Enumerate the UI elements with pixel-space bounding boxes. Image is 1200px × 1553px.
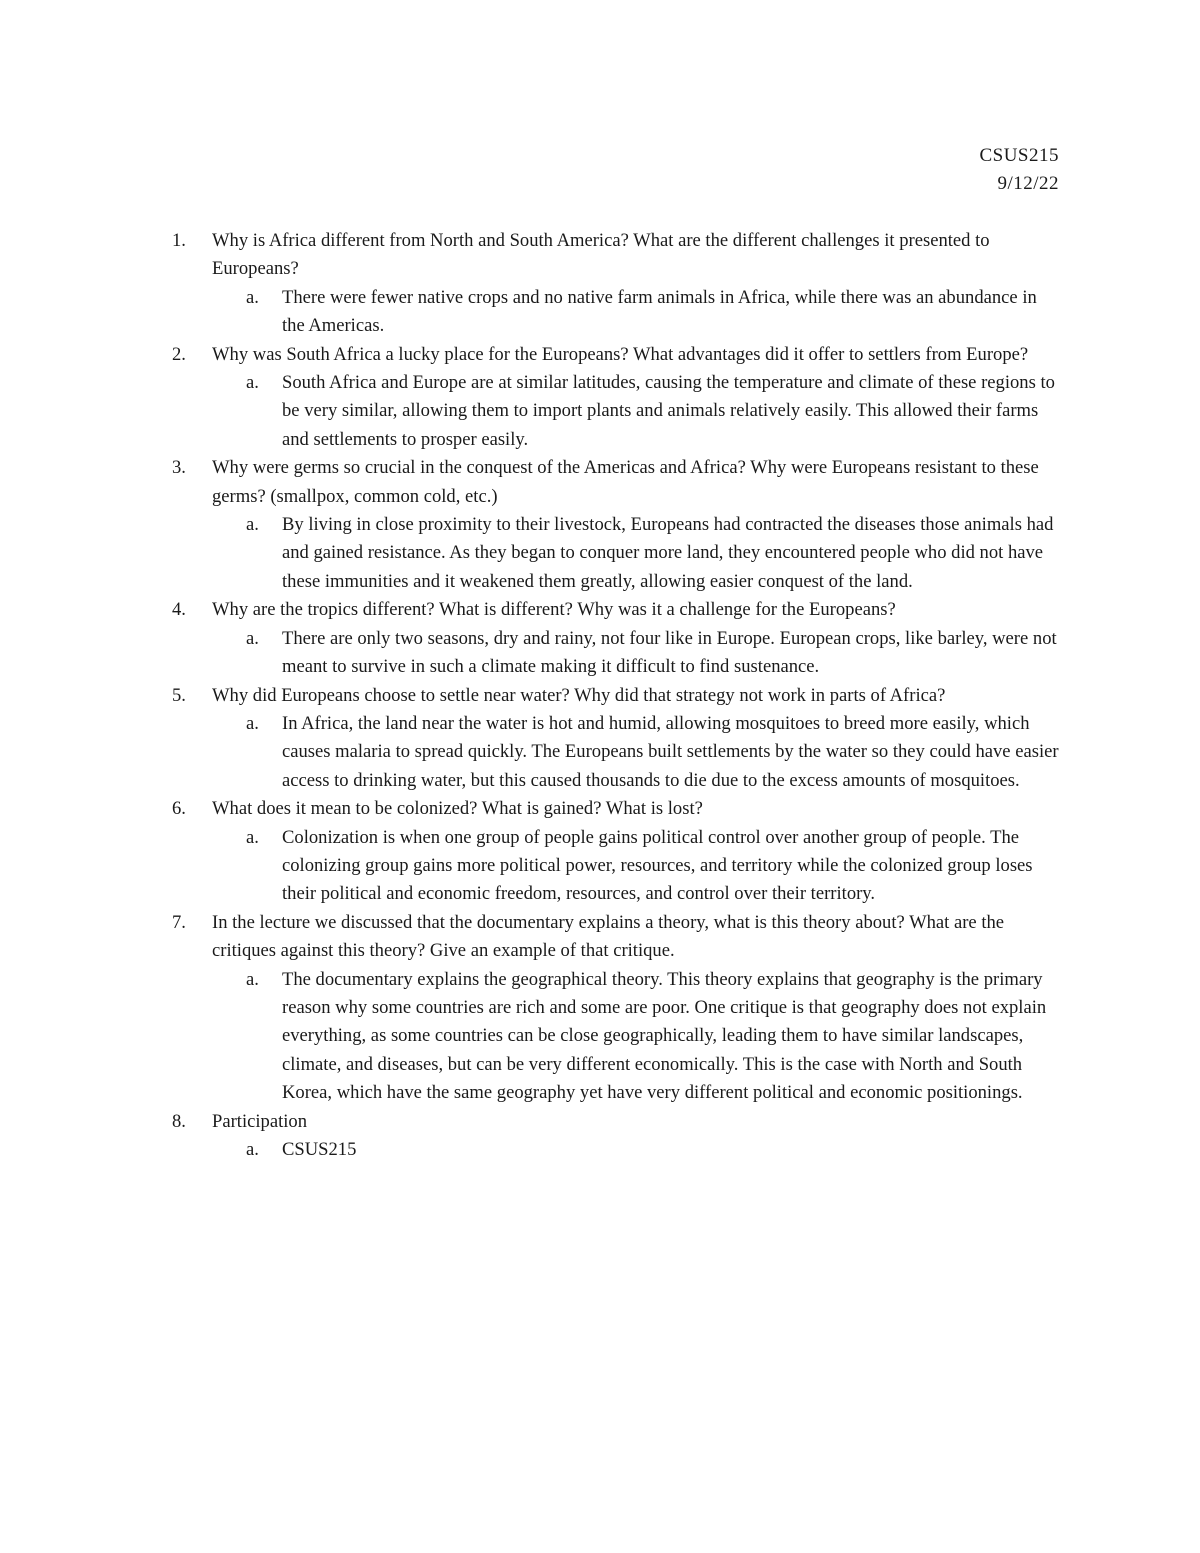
document-date: 9/12/22	[997, 173, 1059, 194]
answer-letter: a.	[246, 968, 259, 990]
answer-item	[212, 625, 1062, 682]
document-header	[979, 142, 1059, 198]
answer-item	[212, 824, 1062, 909]
answer-list	[212, 710, 1062, 795]
course-code: CSUS215	[979, 145, 1059, 166]
answer-text: The documentary explains the geographical theory. This theory explains that geography is the primary reason why some countries are rich and some are poor. One critique is that geography does not explain everything, as some countries can be close geographically, leading them to have similar landscapes, climate, and diseases, but can be very different economically. This is the case with North and South Korea, which have the same geography yet have very different political and economic positionings.	[282, 968, 1047, 1104]
answer-list	[212, 511, 1062, 596]
question-text: Why did Europeans choose to settle near water? Why did that strategy not work in parts of Africa?	[212, 684, 946, 706]
question-item	[172, 227, 1062, 341]
answer-text: South Africa and Europe are at similar latitudes, causing the temperature and climate of these regions to be very similar, allowing them to import plants and animals relatively easily. This allowed their farms and settlements to prosper easily.	[282, 372, 1055, 450]
answer-text: Colonization is when one group of people gains political control over another group of people. The colonizing group gains more political power, resources, and territory while the colonized group loses their political and economic freedom, resources, and control over their territory.	[282, 826, 1033, 905]
answer-list	[212, 369, 1062, 454]
answer-letter: a.	[246, 1139, 259, 1160]
answer-list	[212, 284, 1062, 341]
question-text: Participation	[212, 1110, 308, 1132]
answer-item	[212, 284, 1062, 341]
answer-item	[212, 710, 1062, 795]
question-number: 8.	[172, 1110, 186, 1132]
question-item	[172, 341, 1062, 455]
answer-list	[212, 824, 1062, 909]
question-item	[172, 596, 1062, 681]
answer-list	[212, 1136, 1062, 1164]
question-number: 3.	[172, 457, 186, 479]
question-number: 5.	[172, 684, 186, 706]
question-text: What does it mean to be colonized? What is gained? What is lost?	[212, 798, 703, 820]
question-number: 2.	[172, 343, 186, 365]
question-text: Why were germs so crucial in the conquest of the Americas and Africa? Why were Europeans resistant to these germs? (smallpox, common cold, etc.)	[212, 457, 1039, 507]
question-list	[172, 227, 1062, 1164]
question-number: 1.	[172, 230, 186, 251]
answer-list	[212, 966, 1062, 1108]
question-text: Why is Africa different from North and South America? What are the different challenges it presented to Europeans?	[212, 230, 990, 280]
answer-item	[212, 966, 1062, 1108]
question-text: Why are the tropics different? What is different? Why was it a challenge for the Europeans?	[212, 599, 896, 621]
answer-text: There were fewer native crops and no native farm animals in Africa, while there was an abundance in the Americas.	[282, 286, 1037, 337]
answer-letter: a.	[246, 712, 259, 734]
question-item	[172, 795, 1062, 909]
question-item	[172, 454, 1062, 596]
answer-text: CSUS215	[282, 1139, 357, 1160]
answer-letter: a.	[246, 372, 259, 394]
answer-item	[212, 1136, 1062, 1164]
answer-text: In Africa, the land near the water is hot and humid, allowing mosquitoes to breed more easily, which causes malaria to spread quickly. The Europeans built settlements by the water so they could have easier access to drinking water, but this caused thousands to die due to the excess amounts of mosquitoes.	[282, 712, 1059, 791]
answer-letter: a.	[246, 826, 259, 848]
question-text: Why was South Africa a lucky place for the Europeans? What advantages did it offer to settlers from Europe?	[212, 343, 1029, 365]
question-item	[172, 1108, 1062, 1165]
question-item	[172, 909, 1062, 1108]
answer-letter: a.	[246, 514, 259, 536]
answer-list	[212, 625, 1062, 682]
answer-text: By living in close proximity to their livestock, Europeans had contracted the diseases those animals had and gained resistance. As they began to conquer more land, they encountered people who did not have these immunities and it weakened them greatly, allowing easier conquest of the land.	[282, 514, 1054, 592]
question-number: 7.	[172, 911, 186, 933]
answer-letter: a.	[246, 286, 259, 308]
answer-item	[212, 369, 1062, 454]
answer-letter: a.	[246, 627, 259, 649]
question-text: In the lecture we discussed that the documentary explains a theory, what is this theory about? What are the critiques against this theory? Give an example of that critique.	[212, 911, 1005, 962]
answer-text: There are only two seasons, dry and rainy, not four like in Europe. European crops, like barley, were not meant to survive in such a climate making it difficult to find sustenance.	[282, 627, 1057, 678]
question-item	[172, 682, 1062, 796]
answer-item	[212, 511, 1062, 596]
question-number: 6.	[172, 798, 186, 820]
question-number: 4.	[172, 599, 186, 621]
